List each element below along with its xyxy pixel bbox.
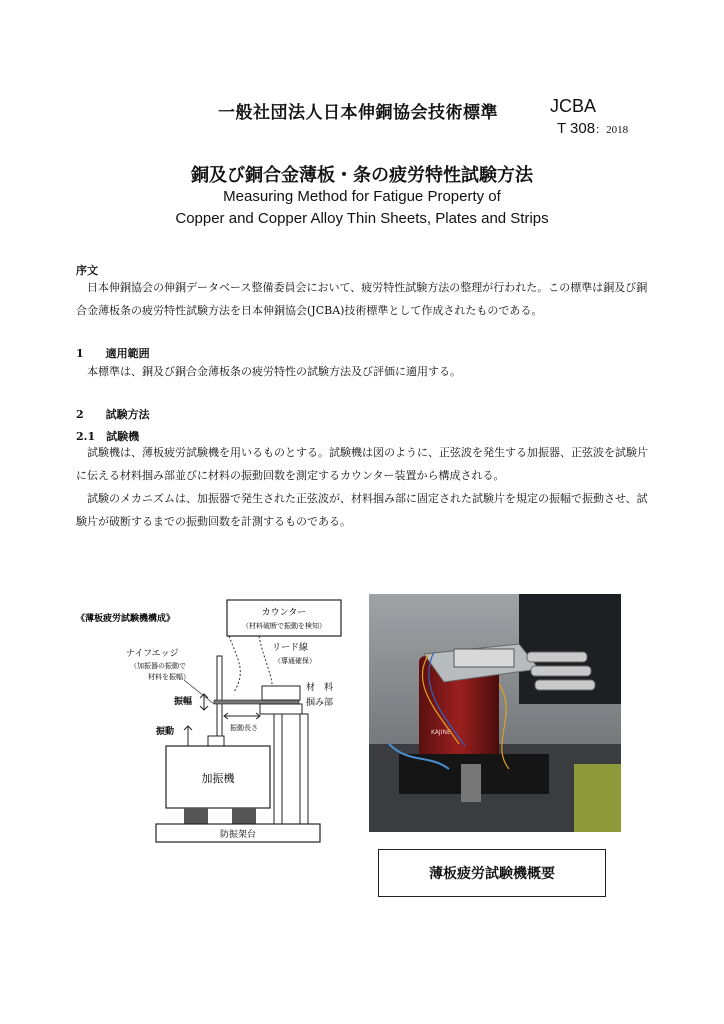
counter-label: カウンター — [261, 608, 307, 618]
knife-edge-label: ナイフエッジ — [126, 649, 179, 659]
exciter-rod — [208, 736, 224, 746]
knife-edge-post — [217, 656, 222, 736]
section2-1-para1: 試験機は、薄板疲労試験機を用いるものとする。試験機は図のように、正弦波を発生する加振器、正弦波を試験片に伝える材料掴み部並びに材料の振動回数を測定するカウンター装置から構成される。 — [76, 446, 648, 482]
photo-micrometer-3 — [535, 680, 595, 690]
figure-caption: 薄板疲労試験機概要 — [378, 849, 606, 897]
grip-label-2: 掴み部 — [306, 698, 334, 708]
specimen-strip — [214, 700, 299, 704]
damper-left — [184, 808, 208, 824]
grip-block-bottom — [260, 704, 302, 714]
counter-wire-2 — [259, 636, 272, 692]
photo-label-plate: KAJINE — [431, 729, 451, 736]
section1-heading: 1 適用範囲 — [76, 347, 150, 360]
standard-code: JCBA — [550, 96, 597, 116]
section1-text: 本標準は、銅及び銅合金薄板条の疲労特性の試験方法及び評価に適用する。 — [87, 365, 461, 378]
base-label: 防振架台 — [219, 830, 257, 840]
standard-year: ：2018 — [595, 124, 629, 136]
section2-1-heading: 2.1 試験機 — [76, 430, 140, 443]
lead-wire-note: （導通確保） — [274, 657, 316, 665]
fatigue-tester-diagram — [74, 592, 350, 858]
damper-right — [232, 808, 256, 824]
counter-note: （材料破断で振動を検知） — [242, 622, 326, 630]
knife-edge-note2: 材料を振幅） — [148, 673, 190, 681]
knife-edge-note1: （加振器の振動で — [130, 662, 186, 670]
support-column-left — [274, 714, 282, 824]
title-english-line1: Measuring Method for Fatigue Property of — [223, 188, 501, 205]
grip-label-1: 材 料 — [306, 683, 334, 693]
photo-green-mat — [574, 764, 621, 832]
photo-column — [461, 764, 481, 802]
support-column-right — [300, 714, 308, 824]
photo-micrometer-1 — [527, 652, 587, 662]
standard-number-value: T 308 — [557, 120, 596, 137]
title-japanese: 銅及び銅合金薄板・条の疲労特性試験方法 — [191, 165, 533, 186]
amplitude-arrow — [200, 694, 208, 710]
section2-1-para2: 試験のメカニズムは、加振器で発生された正弦波が、材料掴み部に固定された試験片を規定の振幅で振動させ、試験片が破断するまでの振動回数を計測するものである。 — [76, 492, 648, 528]
preface-heading: 序文 — [76, 264, 98, 277]
counter-wire-1 — [229, 636, 240, 692]
lead-wire-label: リード線 — [272, 643, 309, 653]
counter-box — [227, 600, 341, 636]
vibration-label: 振動 — [156, 727, 175, 737]
exciter-label: 加振機 — [201, 772, 235, 785]
diagram-title: 《薄板疲労試験機構成》 — [76, 614, 176, 624]
photo-grip-block — [454, 649, 514, 667]
length-arrow — [224, 713, 260, 719]
section2-heading: 2 試験方法 — [76, 408, 150, 421]
title-english-line2: Copper and Copper Alloy Thin Sheets, Plates and Strips — [175, 210, 549, 227]
amplitude-label: 振幅 — [174, 697, 193, 707]
standard-number — [557, 120, 628, 137]
grip-block-top — [262, 686, 300, 700]
photo-micrometer-2 — [531, 666, 591, 676]
tester-photo — [369, 594, 621, 832]
length-label: 振動長さ — [230, 724, 258, 732]
preface-text: 日本伸銅協会の伸銅データベース整備委員会において、疲労特性試験方法の整理が行われた。この標準は銅及び銅合金薄板条の疲労特性試験方法を日本伸銅協会(JCBA)技術標準として作成されたものである。 — [76, 281, 648, 317]
organization-name: 一般社団法人日本伸銅協会技術標準 — [218, 103, 498, 123]
